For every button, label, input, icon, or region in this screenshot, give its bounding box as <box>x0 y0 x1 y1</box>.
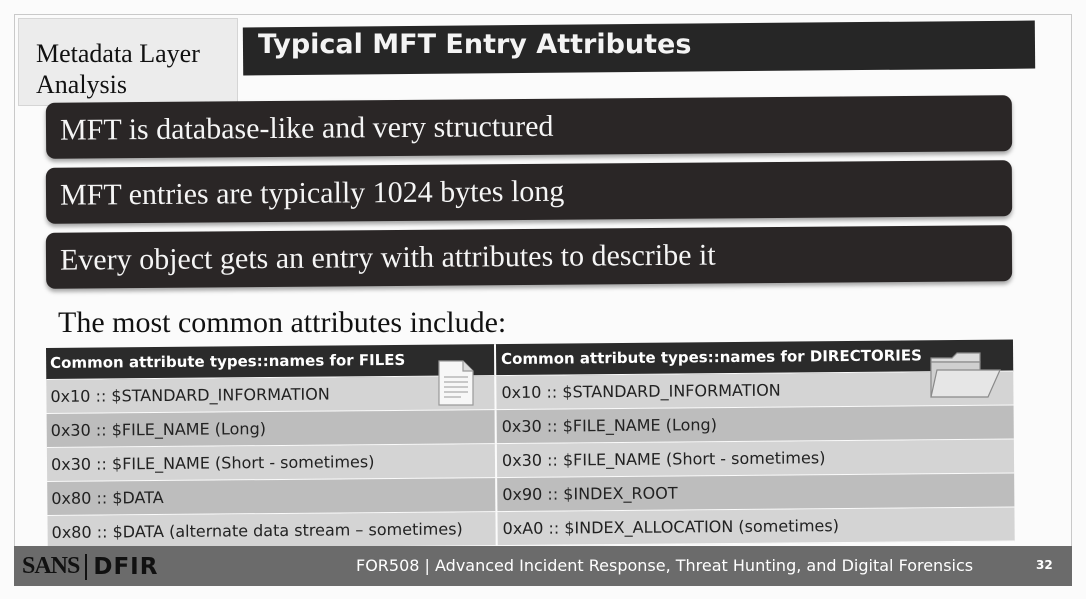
logo-dfir-text: DFIR <box>93 553 159 580</box>
directories-cell: 0xA0 :: $INDEX_ALLOCATION (sometimes) <box>495 508 1014 547</box>
document-icon <box>437 360 475 406</box>
sans-dfir-logo <box>22 553 158 580</box>
header-files: Common attribute types::names for FILES <box>46 344 494 380</box>
folder-icon <box>928 350 1002 400</box>
bullet-3-text: Every object gets an entry with attributes to describe it <box>59 238 716 277</box>
bullet-1 <box>46 95 1012 159</box>
slide-title: Typical MFT Entry Attributes <box>258 29 692 60</box>
files-cell: 0x30 :: $FILE_NAME (Long) <box>47 410 495 448</box>
header-directories: Common attribute types::names for DIRECTORIES <box>494 340 1013 377</box>
bullet-2-text: MFT entries are typically 1024 bytes long <box>59 174 565 212</box>
directories-cell: 0x30 :: $FILE_NAME (Short - sometimes) <box>495 440 1014 479</box>
logo-sans-text: SANS <box>22 553 80 579</box>
directories-cell: 0x10 :: $STANDARD_INFORMATION <box>494 372 1013 411</box>
files-cell: 0x80 :: $DATA (alternate data stream – sometimes) <box>47 512 495 550</box>
bullet-3 <box>46 225 1012 289</box>
course-title: FOR508 | Advanced Incident Response, Threat Hunting, and Digital Forensics <box>356 556 974 575</box>
files-cell: 0x10 :: $STANDARD_INFORMATION <box>46 376 494 414</box>
page-number: 32 <box>1036 558 1053 572</box>
bullet-1-text: MFT is database-like and very structured <box>59 109 554 147</box>
logo-divider <box>85 554 87 580</box>
section-label: Metadata Layer Analysis <box>36 39 200 99</box>
files-cell: 0x80 :: $DATA <box>47 478 495 516</box>
attributes-table <box>46 340 1015 550</box>
intro-text: The most common attributes include: <box>58 306 507 339</box>
directories-cell: 0x30 :: $FILE_NAME (Long) <box>495 406 1014 445</box>
directories-cell: 0x90 :: $INDEX_ROOT <box>495 474 1014 513</box>
files-cell: 0x30 :: $FILE_NAME (Short - sometimes) <box>47 444 495 482</box>
bullet-2 <box>46 160 1012 224</box>
